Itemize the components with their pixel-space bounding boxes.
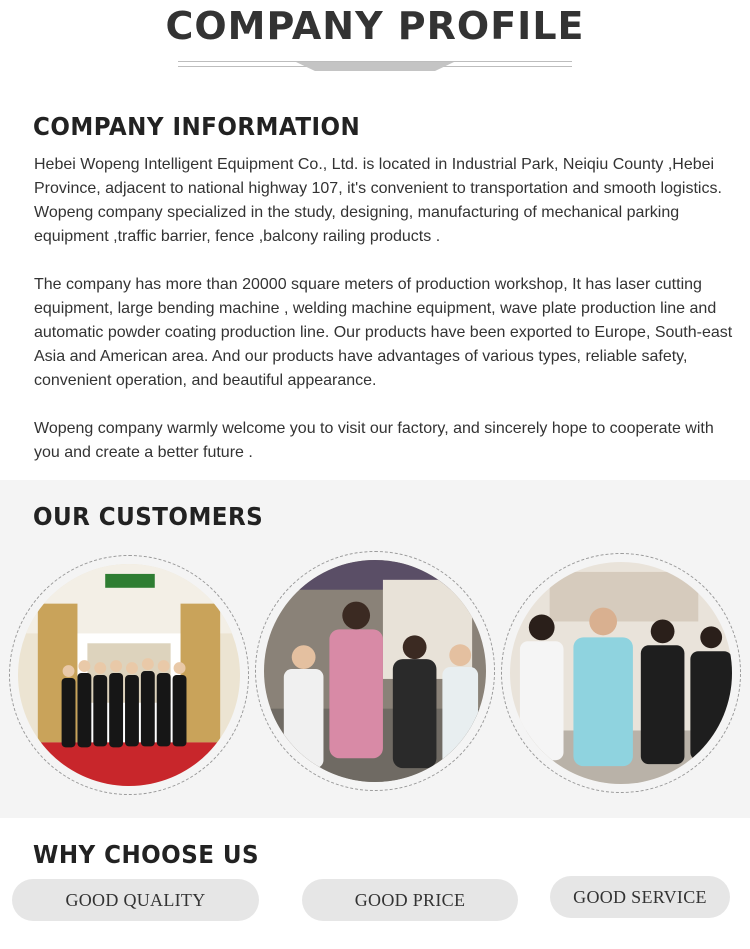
our-customers-heading: OUR CUSTOMERS: [33, 502, 264, 531]
title-divider-top: [178, 61, 572, 62]
company-information-text: [34, 153, 740, 489]
info-paragraph: Wopeng company warmly welcome you to visit our factory, and sincerely hope to cooperate with you and create a better future .: [34, 420, 714, 461]
customer-photo-showroom-visit: [501, 553, 741, 793]
customer-photo-exhibition-visitors: [255, 551, 495, 791]
info-paragraph: Hebei Wopeng Intelligent Equipment Co., Ltd. is located in Industrial Park, Neiqiu County ,Hebei Province, adjacent to national highway 107, it's convenient to transportation and smooth logistics. Wopeng company specialized in the study, designing, manufacturing of mechanical parking equipment ,traffic barrier, fence ,balcony railing products .: [34, 156, 722, 245]
good-price-badge: GOOD PRICE: [302, 879, 518, 921]
good-quality-badge: GOOD QUALITY: [12, 879, 259, 921]
title-divider-wedge: [296, 62, 454, 71]
company-information-heading: COMPANY INFORMATION: [33, 112, 361, 141]
page-title: COMPANY PROFILE: [165, 4, 585, 48]
profile-header: [0, 0, 750, 80]
good-service-badge: GOOD SERVICE: [550, 876, 730, 918]
info-paragraph: The company has more than 20000 square meters of production workshop, It has laser cutting equipment, large bending machine , welding machine equipment, wave plate production line and automatic powder coating production line. Our products have been exported to Europe, South-east Asia and American area. And our products have advantages of various types, reliable safety, convenient operation, and beautiful appearance.: [34, 276, 733, 389]
why-choose-us-heading: WHY CHOOSE US: [33, 840, 260, 869]
customer-photo-factory-team: [9, 555, 249, 795]
